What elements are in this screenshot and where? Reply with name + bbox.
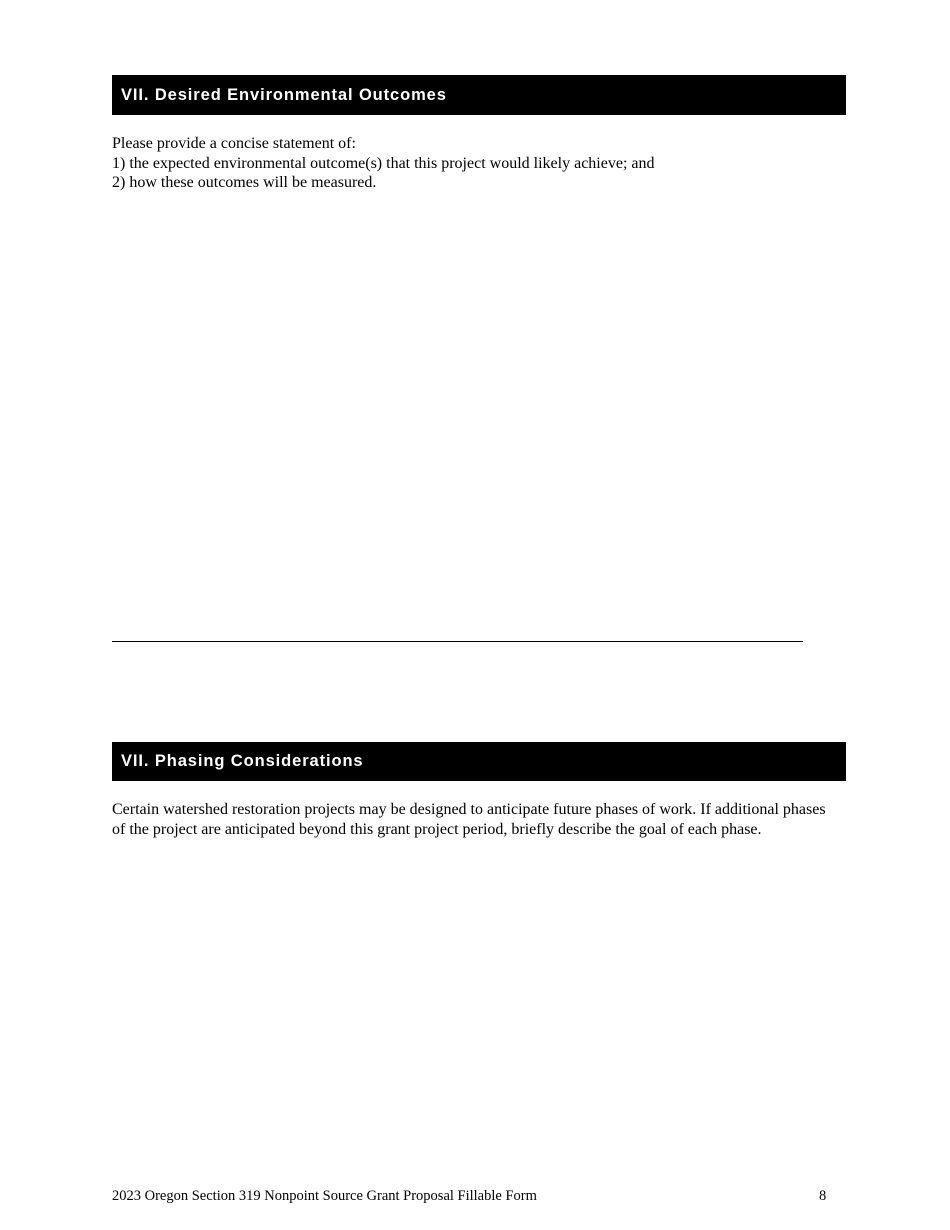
instruction-line: 1) the expected environmental outcome(s) that this project would likely achieve; and <box>112 154 655 172</box>
footer-title: 2023 Oregon Section 319 Nonpoint Source Grant Proposal Fillable Form <box>112 1188 537 1204</box>
outcomes-instructions <box>112 134 832 193</box>
phasing-answer-field[interactable] <box>112 862 846 1162</box>
instruction-line: Please provide a concise statement of: <box>112 135 356 152</box>
divider-line <box>112 641 803 642</box>
section-heading: VII. Desired Environmental Outcomes <box>121 85 447 104</box>
outcomes-answer-field[interactable] <box>112 196 846 626</box>
page-number: 8 <box>819 1188 827 1204</box>
section-heading: VII. Phasing Considerations <box>121 752 364 770</box>
phasing-instructions: Certain watershed restoration projects may be designed to anticipate future phases of work. If additional phases of the project are anticipated beyond this grant project period, briefly describe the goal of each phase. <box>112 801 826 838</box>
section-header-phasing-considerations <box>112 742 846 781</box>
instruction-line: 2) how these outcomes will be measured. <box>112 174 377 191</box>
section-header-desired-environmental-outcomes <box>112 75 846 115</box>
